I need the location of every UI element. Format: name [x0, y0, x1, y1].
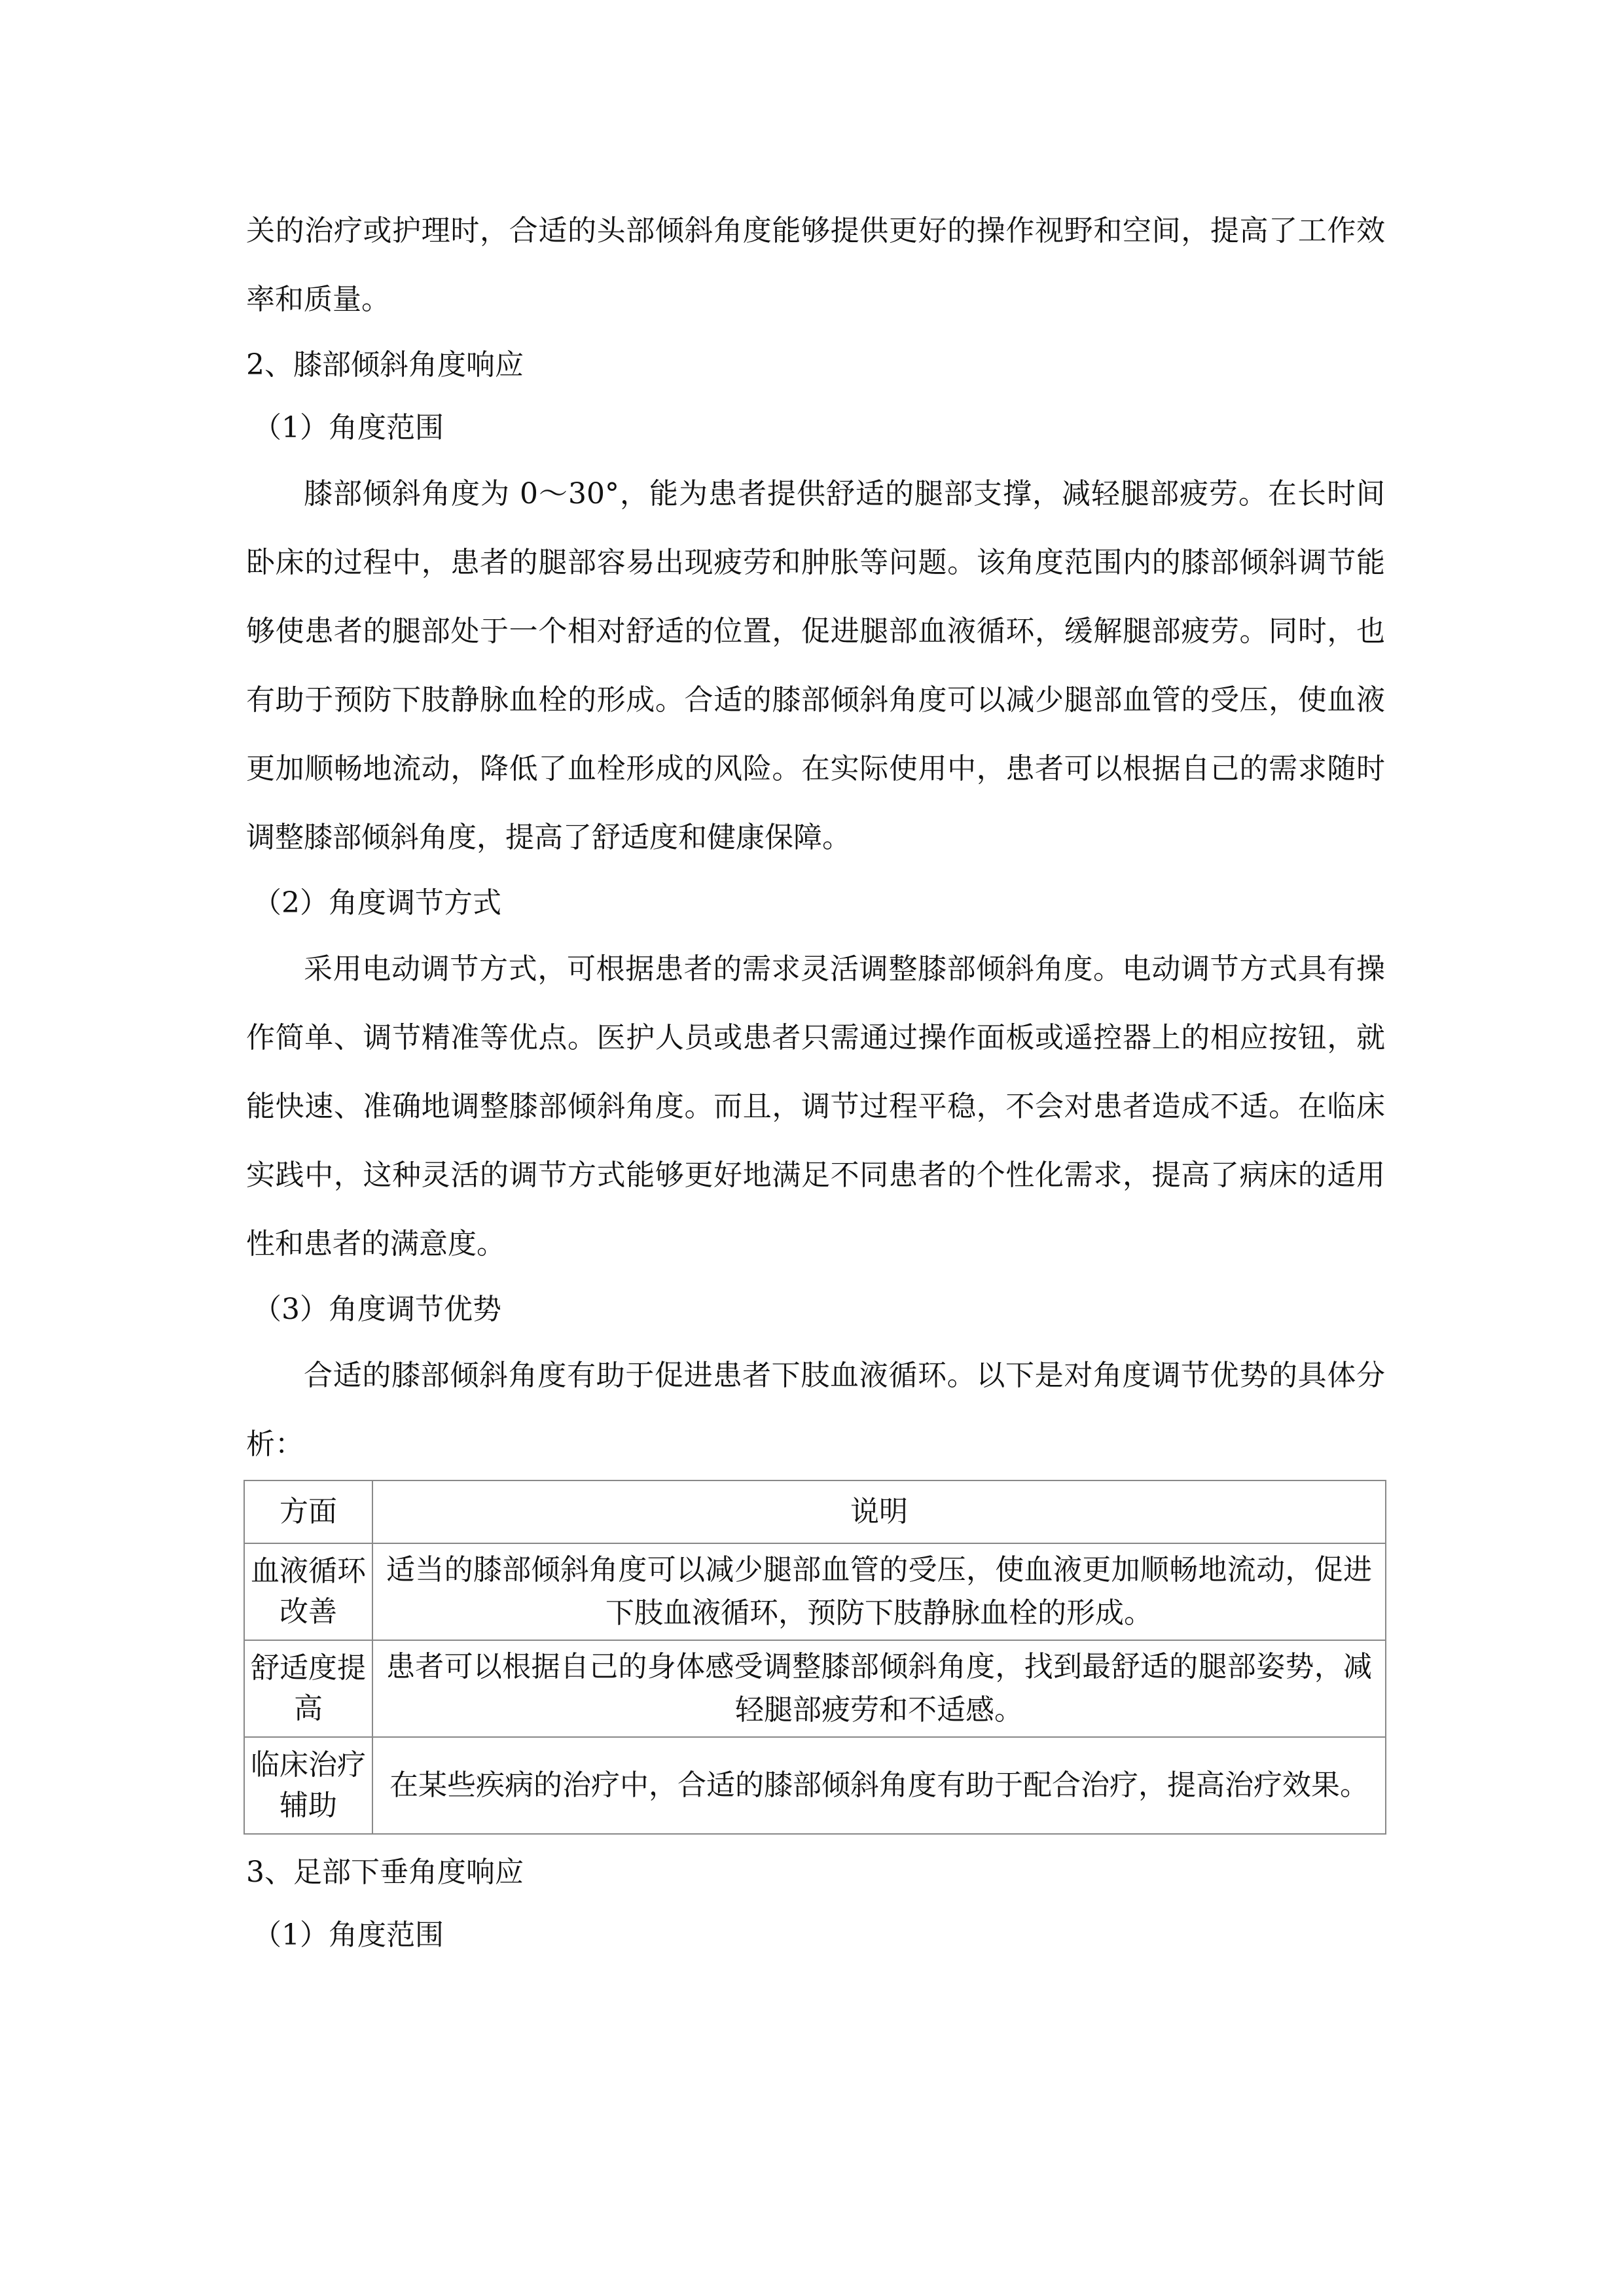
section-2-sub-2-text: 采用电动调节方式，可根据患者的需求灵活调整膝部倾斜角度。电动调节方式具有操作简单、调节精准等优点。医护人员或患者只需通过操作面板或遥控器上的相应按钮，就能快速、准确地调整膝部倾斜角度。而且，调节过程平稳，不会对患者造成不适。在临床实践中，这种灵活的调节方式能够更好地满足不同患者的个性化需求，提高了病床的适用性和患者的满意度。 [246, 952, 1385, 1261]
intro-paragraph: 关的治疗或护理时，合适的头部倾斜角度能够提供更好的操作视野和空间，提高了工作效率和质量。 [246, 214, 1385, 316]
section-2-sub-3-heading: （3）角度调节优势 [253, 1293, 501, 1326]
section-2-sub-1-text: 膝部倾斜角度为 0～30°，能为患者提供舒适的腿部支撑，减轻腿部疲劳。在长时间卧床的过程中，患者的腿部容易出现疲劳和肿胀等问题。该角度范围内的膝部倾斜调节能够使患者的腿部处于一个相对舒适的位置，促进腿部血液循环，缓解腿部疲劳。同时，也有助于预防下肢静脉血栓的形成。合适的膝部倾斜角度可以减少腿部血管的受压，使血液更加顺畅地流动，降低了血栓形成的风险。在实际使用中，患者可以根据自己的需求随时调整膝部倾斜角度，提高了舒适度和健康保障。 [246, 477, 1385, 854]
table-cell-aspect: 临床治疗辅助 [244, 1737, 372, 1834]
knee-angle-advantages-table [244, 1480, 1386, 1835]
section-3-heading: 3、足部下垂角度响应 [246, 1856, 524, 1889]
table-cell-description [372, 1543, 1386, 1640]
section-2-sub-2-heading: （2）角度调节方式 [253, 886, 501, 920]
table-cell-description-text: 患者可以根据自己的身体感受调整膝部倾斜角度，找到最舒适的腿部姿势，减轻腿部疲劳和不适感。 [386, 1650, 1372, 1727]
table-cell-description-text: 在某些疾病的治疗中，合适的膝部倾斜角度有助于配合治疗，提高治疗效果。 [389, 1768, 1369, 1802]
table-row [244, 1737, 1386, 1834]
table-row [244, 1640, 1386, 1737]
table-cell-description-text: 适当的膝部倾斜角度可以减少腿部血管的受压，使血液更加顺畅地流动，促进下肢血液循环，预防下肢静脉血栓的形成。 [386, 1553, 1372, 1630]
section-2-heading: 2、膝部倾斜角度响应 [246, 348, 524, 382]
section-3-sub-1-heading: （1）角度范围 [253, 1918, 444, 1952]
table-header-row [244, 1480, 1386, 1543]
document-page [246, 196, 1385, 1967]
table-cell-aspect: 舒适度提高 [244, 1640, 372, 1737]
table-cell-description [372, 1737, 1386, 1834]
table-header-description: 说明 [372, 1480, 1386, 1543]
section-2-sub-3-text: 合适的膝部倾斜角度有助于促进患者下肢血液循环。以下是对角度调节优势的具体分析： [246, 1359, 1385, 1461]
table-cell-description [372, 1640, 1386, 1737]
table-row [244, 1543, 1386, 1640]
table-cell-aspect: 血液循环改善 [244, 1543, 372, 1640]
section-2-sub-1-heading: （1）角度范围 [253, 411, 444, 444]
table-header-aspect: 方面 [244, 1480, 372, 1543]
